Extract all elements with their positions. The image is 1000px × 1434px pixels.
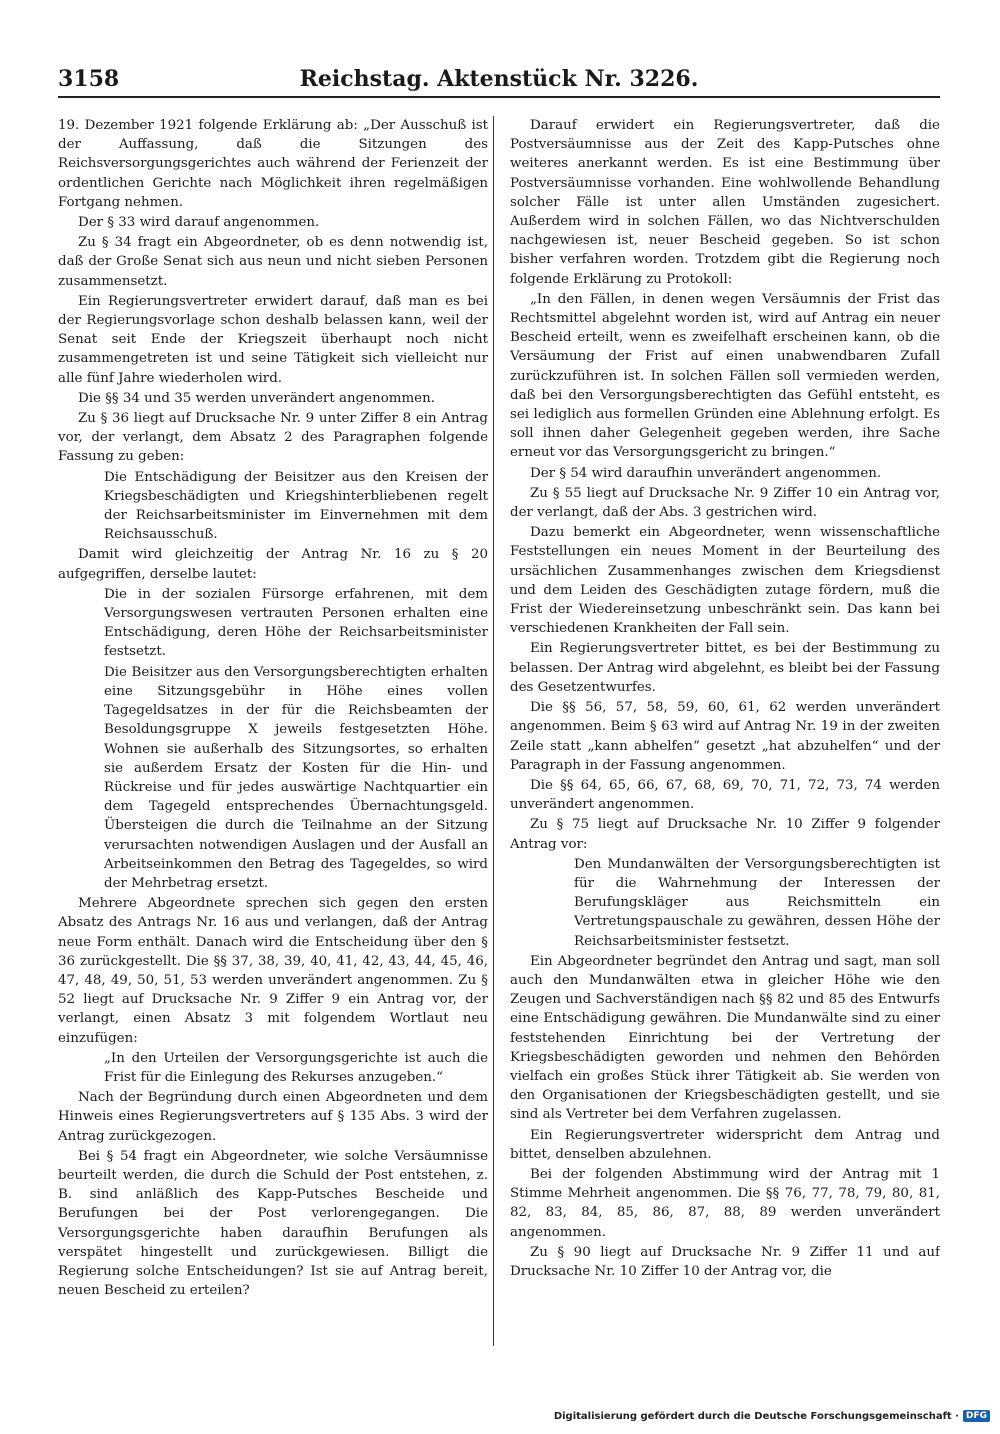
- quoted-declaration: „In den Fällen, in denen wegen Versäumnis der Frist das Rechtsmittel abgelehnt worden ist, wird auf Antrag ein neuer Bescheid erteilt, wenn es zweifelhaft erscheinen kann, ob die Versäumung der Frist auf einen unabwendbaren Zufall zurückzuführen ist. In solchen Fällen soll vermieden werden, daß bei den Versorgungsberechtigten das Gefühl entsteht, es sei lediglich aus formellen Gründen eine Ablehnung erfolgt. Es soll ihnen daher Gelegenheit gegeben werden, ihre Sache erneut vor das Versorgungsgericht zu bringen.“: [510, 291, 940, 461]
- digitization-credit: [554, 1410, 990, 1422]
- quoted-motion: Die Beisitzer aus den Versorgungsberechtigten erhalten eine Sitzungsgebühr in Höhe eines vollen Tagegeldsatzes in der für die Reichsbeamten der Besoldungsgruppe X jeweils festgesetzten Höhe. Wohnen sie außerhalb des Sitzungsortes, so erhalten sie außerdem Ersatz der Kosten für die Hin- und Rückreise und für jedes auswärtige Nachtquartier ein dem Tagegeld entsprechendes Übernachtungsgeld. Übersteigen die durch die Teilnahme an der Sitzung verursachten notwendigen Auslagen und der Ausfall an Arbeitseinkommen den Betrag des Tagegeldes, so wird der Mehrbetrag ersetzt.: [104, 664, 488, 891]
- paragraph: Nach der Begründung durch einen Abgeordneten und dem Hinweis eines Regierungsvertreters auf § 135 Abs. 3 wird der Antrag zurückgezogen.: [58, 1090, 488, 1144]
- paragraph: Ein Abgeordneter begründet den Antrag und sagt, man soll auch den Mundanwälten etwa in gleicher Höhe wie den Zeugen und Sachverständigen nach §§ 82 und 85 des Entwurfs eine Entschädigung gewähren. Die Mundanwälte sind zu einer feststehenden Einrichtung bei der Vertretung der Kriegsbeschädigten geworden und nehmen den Behörden vielfach ein großes Stück ihrer Tätigkeit ab. Sie werden von den Organisationen der Kriegsbeschädigten gestellt, und sie sind als Vertreter bei dem Verfahren zugelassen.: [510, 953, 940, 1123]
- paragraph: Bei § 54 fragt ein Abgeordneter, wie solche Versäumnisse beurteilt werden, die durch die Schuld der Post entstehen, z. B. sind anläßlich des Kapp-Putsches Bescheide und Berufungen bei der Post verlorengegangen. Die Versorgungsgerichte haben daraufhin Berufungen als verspätet hingestellt und zurückgewiesen. Billigt die Regierung solche Entscheidungen? Ist sie auf Antrag bereit, neuen Bescheid zu erteilen?: [58, 1148, 488, 1299]
- quoted-motion: Den Mundanwälten der Versorgungsberechtigten ist für die Wahrnehmung der Interessen der Berufungskläger aus Reichsmitteln ein Vertretungspauschale zu gewähren, dessen Höhe der Reichsarbeitsminister festsetzt.: [574, 856, 940, 949]
- paragraph: Die §§ 64, 65, 66, 67, 68, 69, 70, 71, 72, 73, 74 werden unverändert angenommen.: [510, 777, 940, 813]
- page-number: 3158: [58, 66, 120, 92]
- paragraph: Der § 33 wird darauf angenommen.: [78, 215, 320, 231]
- paragraph: Die §§ 34 und 35 werden unverändert angenommen.: [78, 390, 435, 406]
- paragraph: Zu § 90 liegt auf Drucksache Nr. 9 Ziffer 11 und auf Drucksache Nr. 10 Ziffer 10 der Antrag vor, die: [510, 1244, 940, 1279]
- paragraph: Der § 54 wird daraufhin unverändert angenommen.: [530, 465, 882, 481]
- paragraph: Ein Regierungsvertreter widerspricht dem Antrag und bittet, denselben abzulehnen.: [510, 1127, 940, 1162]
- page-header: [58, 66, 940, 98]
- paragraph: Zu § 36 liegt auf Drucksache Nr. 9 unter Ziffer 8 ein Antrag vor, der verlangt, dem Absatz 2 des Paragraphen folgende Fassung zu geben:: [58, 411, 488, 465]
- quoted-motion: Die Entschädigung der Beisitzer aus den Kreisen der Kriegsbeschädigten und Kriegshinterbliebenen regelt der Reichsarbeitsminister im Einvernehmen mit dem Reichsausschuß.: [104, 469, 488, 543]
- paragraph: 19. Dezember 1921 folgende Erklärung ab: „Der Ausschuß ist der Auffassung, daß die Sitzungen des Reichsversorgungsgerichtes auch während der Ferienzeit der ordentlichen Gerichte nach Möglichkeit ihren regelmäßigen Fortgang nehmen.: [58, 118, 488, 210]
- paragraph: Mehrere Abgeordnete sprechen sich gegen den ersten Absatz des Antrags Nr. 16 aus und verlangen, daß der Antrag neue Form enthält. Danach wird die Entscheidung über den § 36 zurückgestellt. Die §§ 37, 38, 39, 40, 41, 42, 43, 44, 45, 46, 47, 48, 49, 50, 51, 53 werden unverändert angenommen. Zu § 52 liegt auf Drucksache Nr. 9 Ziffer 9 ein Antrag vor, der verlangt, einen Absatz 3 mit folgendem Wortlaut neu einzufügen:: [58, 896, 488, 1046]
- paragraph: Zu § 55 liegt auf Drucksache Nr. 9 Ziffer 10 ein Antrag vor, der verlangt, daß der Abs. 3 gestrichen wird.: [510, 485, 940, 521]
- paragraph: Darauf erwidert ein Regierungsvertreter, daß die Postversäumnisse aus der Zeit des Kapp-Putsches ohne weiteres anerkannt werden. Es ist eine Bestimmung über Postversäumnisse vorhanden. Eine wohlwollende Behandlung solcher Fälle ist unter allen Umständen zugesichert. Außerdem wird in solchen Fällen, wo das Nichtverschulden nachgewiesen ist, neuer Bescheid gegeben. So ist schon bisher verfahren worden. Trotzdem gibt die Regierung noch folgende Erklärung zu Protokoll:: [510, 118, 940, 287]
- dfg-logo: DFG: [963, 1410, 990, 1422]
- left-column: [58, 116, 488, 1346]
- right-column: [510, 116, 940, 1346]
- paragraph: Bei der folgenden Abstimmung wird der Antrag mit 1 Stimme Mehrheit angenommen. Die §§ 76, 77, 78, 79, 80, 81, 82, 83, 84, 85, 86, 87, 88, 89 werden unverändert angenommen.: [510, 1166, 940, 1240]
- paragraph: Zu § 75 liegt auf Drucksache Nr. 10 Ziffer 9 folgender Antrag vor:: [510, 817, 940, 852]
- paragraph: Ein Regierungsvertreter erwidert darauf, daß man es bei der Regierungsvorlage schon deshalb belassen kann, weil der Senat seit Ende der Kriegszeit überhaupt noch nicht zusammengetreten ist und seine Tätigkeit sich vielleicht nur alle fünf Jahre wiederholen wird.: [58, 293, 488, 386]
- running-title: Reichstag. Aktenstück Nr. 3226.: [299, 66, 699, 92]
- quoted-motion: Die in der sozialen Fürsorge erfahrenen, mit dem Versorgungswesen vertrauten Personen erhalten eine Entschädigung, deren Höhe der Reichsarbeitsminister festsetzt.: [104, 586, 488, 660]
- paragraph: Dazu bemerkt ein Abgeordneter, wenn wissenschaftliche Feststellungen ein neues Moment in der Beurteilung des ursächlichen Zusammenhanges zwischen dem Kriegsdienst und dem Leiden des Geschädigten zutage fördern, muß die Frist der Wiedereinsetzung unbeschränkt sein. Das kann bei verschiedenen Krankheiten der Fall sein.: [510, 525, 940, 637]
- column-divider: [493, 116, 494, 1346]
- credit-text: Digitalisierung gefördert durch die Deutsche Forschungsgemeinschaft ·: [553, 1410, 959, 1422]
- quoted-motion: „In den Urteilen der Versorgungsgerichte ist auch die Frist für die Einlegung des Rekurses anzugeben.“: [104, 1050, 488, 1085]
- paragraph: Die §§ 56, 57, 58, 59, 60, 61, 62 werden unverändert angenommen. Beim § 63 wird auf Antrag Nr. 19 in der zweiten Zeile statt „kann abhelfen“ gesetzt „hat abzuhelfen“ und der Paragraph in der Fassung angenommen.: [510, 700, 940, 773]
- paragraph: Ein Regierungsvertreter bittet, es bei der Bestimmung zu belassen. Der Antrag wird abgelehnt, es bleibt bei der Fassung des Gesetzentwurfes.: [510, 641, 940, 695]
- paragraph: Zu § 34 fragt ein Abgeordneter, ob es denn notwendig ist, daß der Große Senat sich aus neun und nicht sieben Personen zusammensetzt.: [58, 235, 488, 289]
- paragraph: Damit wird gleichzeitig der Antrag Nr. 16 zu § 20 aufgegriffen, derselbe lautet:: [58, 547, 488, 582]
